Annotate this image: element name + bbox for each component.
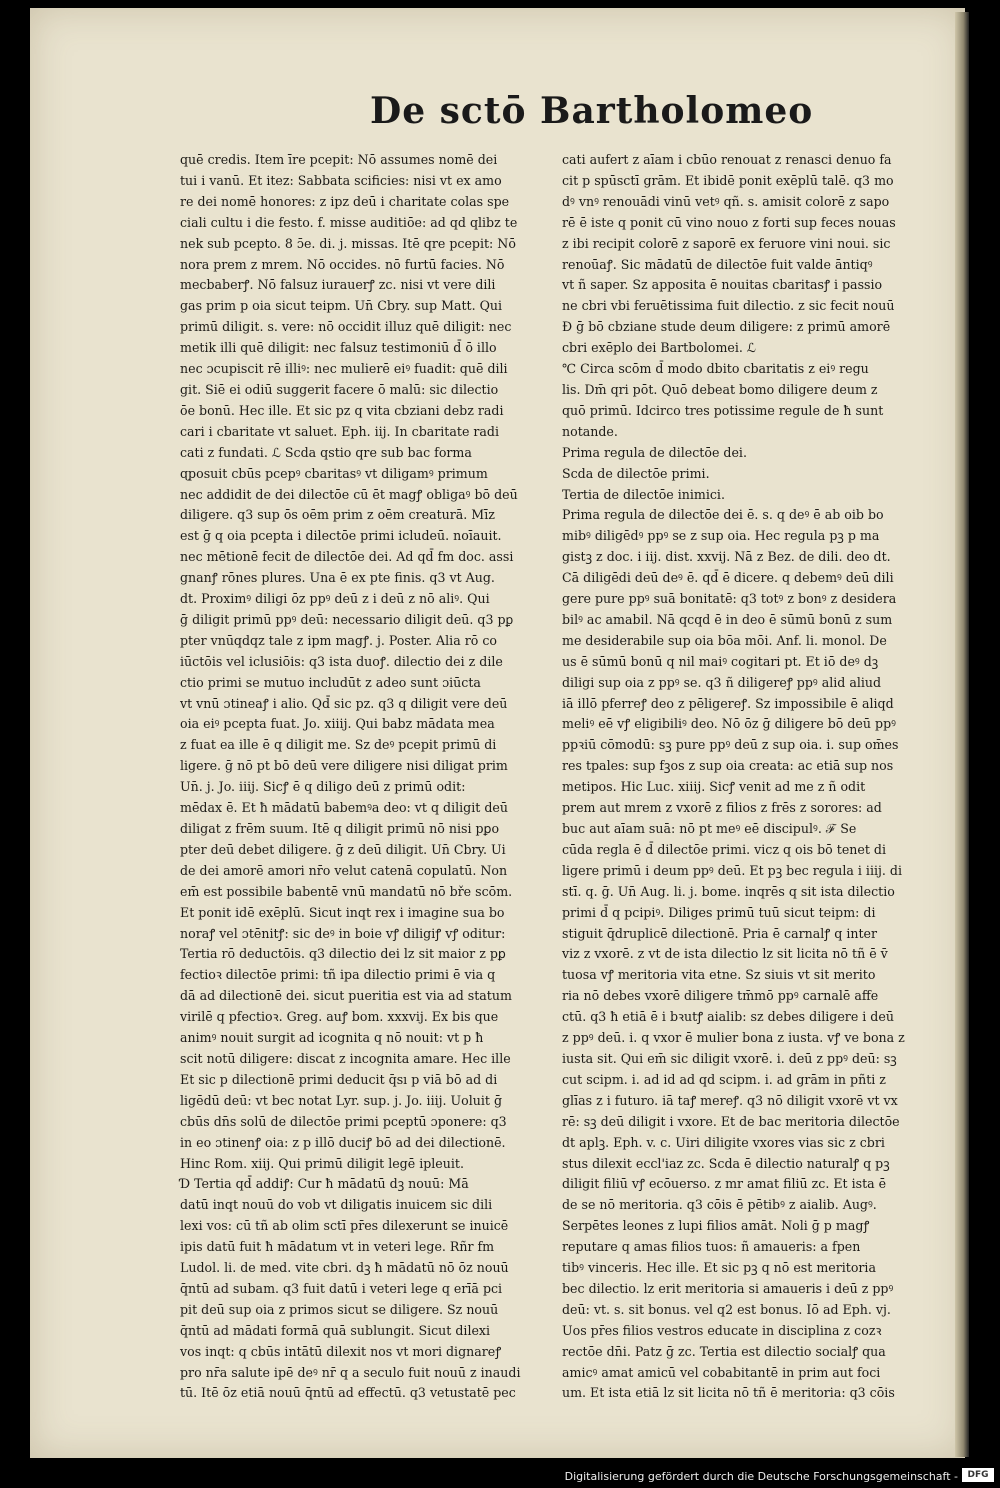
text-line: meliꝰ eē vꝭ eligibiliꝰ deo. Nō ōz ḡ diligere bō deū ppꝰ — [562, 716, 896, 732]
text-line: z ppꝰ deū. i. q vxor ē mulier bona z iusta. vꝭ ve bona z — [562, 1030, 905, 1046]
text-line: gas prim p oia sicut teipm. Un̄ Cbry. sup Matt. Qui — [180, 298, 503, 314]
text-line: primi d̄ q pcipiꝰ. Diliges primū tuū sicut teipm: di — [562, 904, 876, 920]
text-line: Ɖ ḡ bō cbziane stude deum diligere: z primū amorē — [562, 319, 891, 335]
text-line: q̄ntū ad subam. q3 fuit datū i veteri lege q erīā pci — [180, 1280, 503, 1296]
text-line: cati z fundati. ℒ Scda qstio qre sub bac forma — [180, 444, 472, 460]
text-line: mibꝰ diligēdꝰ ppꝰ se z sup oia. Hec regula pꝫ p ma — [562, 528, 880, 544]
text-line: cūda regla ē d̄ dilectōe primi. vicz q ois bō tenet di — [562, 841, 886, 857]
text-line: mecbaberꝭ. Nō falsuz iurauerꝭ zc. nisi vt vere dili — [180, 277, 496, 293]
text-line: em̄ est possibile babentē vnū mandatū nō bře scōm. — [180, 883, 513, 899]
text-line: pter deū debet diligere. ḡ z deū diligit. Un̄ Cbry. Ui — [180, 841, 506, 857]
text-line: rectōe dn̄i. Patz ḡ zc. Tertia est dilectio socialꝭ qua — [562, 1343, 886, 1359]
text-line: diligat z frēm suum. Itē q diligit primū nō nisi pꝑo — [180, 821, 500, 836]
text-line: ria nō debes vxorē diligere tm̄mō ppꝰ carnalē affe — [562, 988, 879, 1004]
text-line: cit p spūsctī grām. Et ibidē ponit exēplū talē. q3 mo — [562, 172, 894, 188]
text-line: gere pure ppꝰ suā bonitatē: q3 totꝰ z bonꝰ z desidera — [562, 591, 897, 607]
text-line: nek sub pcepto. 8 ɔ̄e. di. j. missas. Itē qre pcepit: Nō — [180, 235, 516, 251]
text-line: ɋposuit cbūs pcepꝰ cbaritasꝰ vt diligamꝰ primum — [180, 465, 488, 481]
text-line: dꝰ vnꝰ renouādi vinū vetꝰ qñ. s. amisit colorē z sapo — [562, 193, 890, 209]
text-line: cut scipm. i. ad id ad qd scipm. i. ad grām in pñti z — [562, 1071, 886, 1087]
text-line: ciali cultu i die festo. f. misse auditiōe: ad qd qlibz te — [180, 214, 518, 230]
text-line: animꝰ nouit surgit ad icognita q nō nouit: vt p ħ — [180, 1030, 484, 1046]
text-line: Ludol. li. de med. vite cbri. dꝫ ħ mādatū nō ōz nouū — [180, 1260, 509, 1276]
text-line: diligere. q3 sup ōs oēm prim z oēm creaturā. Mīz — [180, 507, 495, 523]
text-line: vt ñ saper. Sz apposita ē nouitas cbaritasꝭ i passio — [562, 277, 883, 293]
text-line: Hinc Rom. xiij. Qui primū diligit legē ipleuit. — [180, 1155, 464, 1171]
text-line: renoūaꝭ. Sic mādatū de dilectōe fuit valde āntiqꝰ — [562, 256, 873, 272]
text-line: glīas z i futuro. iā taꝭ mereꝭ. q3 nō diligit vxorē vt vx — [562, 1092, 898, 1108]
text-line: scit notū diligere: discat z incognita amare. Hec ille — [180, 1050, 511, 1066]
text-line: nec ɔcupiscit rē illiꝰ: nec mulierē eiꝰ fuadit: quē dili — [180, 361, 508, 377]
text-line: Uos pr̄es filios vestros educate in disciplina z cozꝛ — [562, 1322, 882, 1338]
text-line: dā ad dilectionē dei. sicut pueritia est via ad statum — [180, 988, 512, 1004]
text-line: viz z vxorē. z vt de ista dilectio lz sit licita nō tñ ē v̄ — [562, 946, 888, 962]
text-line: virilē q pfectioꝛ. Greg. auꝭ bom. xxxvij. Ex bis que — [180, 1009, 499, 1025]
text-line: noraꝭ vel ɔtēnitꝭ: sic deꝰ in boie vꝭ diligiꝭ vꝭ oditur: — [180, 925, 506, 941]
text-line: bec dilectio. lz erit meritoria si amaueris i deū z ppꝰ — [562, 1280, 894, 1296]
text-line: mēdax ē. Et ħ mādatū babemꝰa deo: vt q diligit deū — [180, 800, 508, 816]
text-line: ppꝛiū cōmodū: sꝫ pure ppꝰ deū z sup oia. i. sup om̄es — [562, 737, 899, 753]
text-line: tibꝰ vinceris. Hec ille. Et sic pꝫ q nō est meritoria — [562, 1260, 876, 1276]
text-line: stī. q. ḡ. Un̄ Aug. li. j. bome. inqrēs q sit ista dilectio — [562, 883, 895, 899]
text-line: Et ponit idē exēplū. Sicut inqt rex i imagine sua bo — [180, 904, 505, 920]
text-line: stiguit q̄druplicē dilectionē. Pria ē carnalꝭ q inter — [562, 925, 877, 941]
text-line: ℃ Circa scōm d̄ modo dbito cbaritatis z eiꝰ regu — [562, 361, 869, 377]
text-line: vos inqt: q cbūs intātū dilexit nos vt mori dignareꝭ — [180, 1343, 502, 1359]
text-line: ipis datū fuit ħ mādatum vt in veteri lege. Rñr fm — [180, 1239, 495, 1255]
text-line: nec addidit de dei dilectōe cū ēt magꝭ obligaꝰ bō deū — [180, 486, 518, 502]
text-line: datū inqt nouū do vob vt diligatis inuicem sic dili — [180, 1197, 493, 1213]
text-line: est ḡ q oia pcepta i dilectōe primi icludeū. noīauit. — [180, 528, 502, 544]
text-line: rē: sꝫ deū diligit i vxore. Et de bac meritoria dilectōe — [562, 1113, 900, 1129]
text-line: res tpales: sup fꝫos z sup oia creata: ac etiā sup nos — [562, 758, 894, 774]
text-line: re dei nomē honores: z ipz deū i charitate colas spe — [180, 193, 510, 209]
text-line: Prima regula de dilectōe dei ē. s. q deꝰ ē ab oib bo — [562, 507, 884, 523]
right-text-column — [562, 150, 940, 1401]
text-line: ligere. ḡ nō pt bō deū vere diligere nisi diligat prim — [180, 758, 508, 774]
footer-bar — [0, 1462, 1000, 1488]
text-line: me desiderabile sup oia bōa mōi. Anf. li. monol. De — [562, 632, 887, 648]
text-line: oia eiꝰ pcepta fuat. Jo. xiiij. Qui babz mādata mea — [180, 716, 495, 732]
text-line: amicꝰ amat amicū vel cobabitantē in prim aut foci — [562, 1364, 881, 1380]
text-line: gnanꝭ rōnes plures. Una ē ex pte finis. q3 vt Aug. — [180, 570, 495, 586]
text-line: diligit filiū vꝭ ecōuerso. z mr amat filiū zc. Et ista ē — [562, 1176, 887, 1192]
text-line: git. Siē ei odiū suggerit facere ō malū: sic dilectio — [180, 381, 499, 397]
text-line: diligi sup oia z ppꝰ se. q3 ñ diligereꝭ ppꝰ alid aliud — [562, 674, 882, 690]
text-line: Ɗ Tertia qd̄ addiꝭ: Cur ħ mādatū dꝫ nouū: Mā — [180, 1176, 469, 1192]
text-line: de dei amorē amori nr̄o velut catenā copulatū. Non — [180, 862, 508, 878]
text-line: reputare q amas filios tuos: ñ amaueris: a fpen — [562, 1239, 861, 1255]
text-line: Tertia de dilectōe inimici. — [562, 486, 725, 502]
text-line: prem aut mrem z vxorē z filios z frēs z sorores: ad — [562, 800, 882, 816]
text-line: dt. Proximꝰ diligi ōz ppꝰ deū z i deū z nō aliꝰ. Qui — [180, 591, 490, 607]
text-line: buc aut aīam suā: nō pt meꝰ eē discipulꝰ. ℱ Se — [562, 821, 857, 836]
text-line: rē ē iste q ponit cū vino nouo z forti sup feces nouas — [562, 214, 896, 230]
text-line: deū: vt. s. sit bonus. vel q2 est bonus. Iō ad Eph. vj. — [562, 1301, 891, 1317]
text-line: cari i cbaritate vt saluet. Eph. iij. In cbaritate radi — [180, 423, 500, 439]
text-line: ligēdū deū: vt bec notat Lyr. sup. j. Jo. iiij. Uoluit ḡ — [180, 1092, 503, 1108]
text-line: Et sic p dilectionē primi deducit q̄sı p viā bō ad di — [180, 1071, 498, 1087]
page-edge — [955, 12, 969, 1457]
text-line: nora prem z mrem. Nō occides. nō furtū facies. Nō — [180, 256, 505, 272]
text-line: notande. — [562, 423, 618, 439]
text-line: nec mētionē fecit de dilectōe dei. Ad qd̄ fm doc. assi — [180, 549, 514, 565]
text-line: z ibi recipit colorē z saporē ex feruore vini noui. sic — [562, 235, 891, 251]
text-line: in eo ɔtinenꝭ oia: z p illō duciꝭ bō ad dei dilectionē. — [180, 1134, 506, 1150]
text-line: ctū. q3 ħ etiā ē i bꝛutꝭ aialib: sz debes diligere i deū — [562, 1009, 894, 1025]
left-text-column — [180, 150, 552, 1401]
text-line: tui i vanū. Et itez: Sabbata scificies: nisi vt ex amo — [180, 172, 502, 188]
text-line: de se nō meritoria. q3 cōis ē pētibꝰ z aialib. Augꝰ. — [562, 1197, 877, 1213]
text-line: metipos. Hic Luc. xiiij. Sicꝭ venit ad me z ñ odit — [562, 779, 866, 795]
text-line: primū diligit. s. vere: nō occidit illuz quē diligit: nec — [180, 319, 512, 335]
text-line: ōe bonū. Hec ille. Et sic pz q vita cbziani debz radi — [180, 402, 504, 418]
text-line: iūctōis vel iclusiōis: q3 ista duoꝭ. dilectio dei z dile — [180, 653, 503, 669]
text-line: q̄ntū ad mādati formā quā sublungit. Sicut dilexi — [180, 1322, 491, 1338]
text-line: fectioꝛ dilectōe primi: tñ ipa dilectio primi ē via q — [180, 967, 496, 983]
text-line: metik illi quē diligit: nec falsuz testimoniū d̄ ō illo — [180, 340, 497, 356]
text-line: cbūs dn̄s solū de dilectōe primi pceptū ɔponere: q3 — [180, 1113, 507, 1129]
text-line: Cā diligēdi deū deꝰ ē. qd̄ ē dicere. q debemꝰ deū dili — [562, 570, 894, 586]
text-line: ligere primū i deum ppꝰ deū. Et pꝫ bec regula i iiij. di — [562, 862, 903, 878]
text-line: Serpētes leones z lupi filios amāt. Noli ḡ p magꝭ — [562, 1218, 870, 1234]
text-line: Scda de dilectōe primi. — [562, 465, 710, 481]
text-line: quē credis. Item īre pcepit: Nō assumes nomē dei — [180, 152, 498, 167]
text-line: quō primū. Idcirco tres potissime regule de ħ sunt — [562, 402, 884, 418]
text-line: tuosa vꝭ meritoria vita etne. Sz siuis vt sit merito — [562, 967, 876, 983]
text-line: tū. Itē ōz etiā nouū q̄ntū ad effectū. q3 vetustatē pec — [180, 1385, 516, 1401]
text-line: gistꝫ z doc. i iij. dist. xxvij. Nā z Bez. de dili. deo dt. — [562, 549, 891, 565]
text-line: bilꝰ ac amabil. Nā qcqd ē in deo ē sūmū bonū z sum — [562, 611, 893, 627]
footer-credit: Digitalisierung gefördert durch die Deutsche Forschungsgemeinschaft - — [564, 1470, 958, 1483]
text-line: z fuat ea ille ē q diligit me. Sz deꝰ pcepit primū di — [180, 737, 497, 753]
text-line: vt vnū ɔtineaꝭ i alio. Qd̄ sic pz. q3 q diligit vere deū — [180, 695, 508, 711]
text-line: um. Et ista etiā lz sit licita nō tñ ē meritoria: q3 cōis — [562, 1385, 895, 1401]
text-line: Tertia rō deductōis. q3 dilectio dei lz sit maior z pꝑ — [180, 946, 506, 962]
text-line: lis. Dm̄ qri pōt. Quō debeat bomo diligere deum z — [562, 381, 878, 397]
text-line: Prima regula de dilectōe dei. — [562, 444, 747, 460]
page-title: De sctō Bartholomeo — [370, 90, 814, 132]
text-line: pro nr̄a salute ipē deꝰ nr̄ q a seculo fuit nouū z inaudi — [180, 1364, 521, 1380]
text-line: us ē sūmū bonū q nil maiꝰ cogitari pt. Et iō deꝰ dꝫ — [562, 653, 879, 669]
text-line: ne cbri vbi feruētissima fuit dilectio. z sic fecit nouū — [562, 298, 895, 314]
text-line: ḡ diligit primū ppꝰ deū: necessario diligit deū. q3 pꝑ — [180, 611, 514, 627]
text-line: dt aplꝫ. Eph. v. c. Uiri diligite vxores vias sic z cbri — [562, 1134, 885, 1150]
dfg-logo: DFG — [962, 1468, 994, 1482]
text-line: Un̄. j. Jo. iiij. Sicꝭ ē q diligo deū z primū odit: — [180, 779, 466, 795]
text-line: iā illō pferreꝭ deo z pēligereꝭ. Sz impossibile ē aliqd — [562, 695, 894, 711]
text-line: pter vnūqdqz tale z ipm magꝭ. j. Poster. Alia rō co — [180, 632, 497, 648]
text-line: iusta sit. Qui em̄ sic diligit vxorē. i. deū z ppꝰ deū: sꝫ — [562, 1050, 897, 1066]
text-line: cati aufert z aīam i cbūo renouat z renasci denuo fa — [562, 152, 892, 167]
text-line: lexi vos: cū tñ ab olim sctī pr̄es dilexerunt se inuicē — [180, 1218, 509, 1234]
text-line: ctio primi se mutuo includūt z adeo sunt ɔiūcta — [180, 674, 481, 690]
text-line: pit deū sup oia z primos sicut se diligere. Sz nouū — [180, 1301, 499, 1317]
text-line: cbri exēplo dei Bartbolomei. ℒ — [562, 340, 756, 356]
text-line: stus dilexit eccl'iaz zc. Scda ē dilectio naturalꝭ q pꝫ — [562, 1155, 890, 1171]
